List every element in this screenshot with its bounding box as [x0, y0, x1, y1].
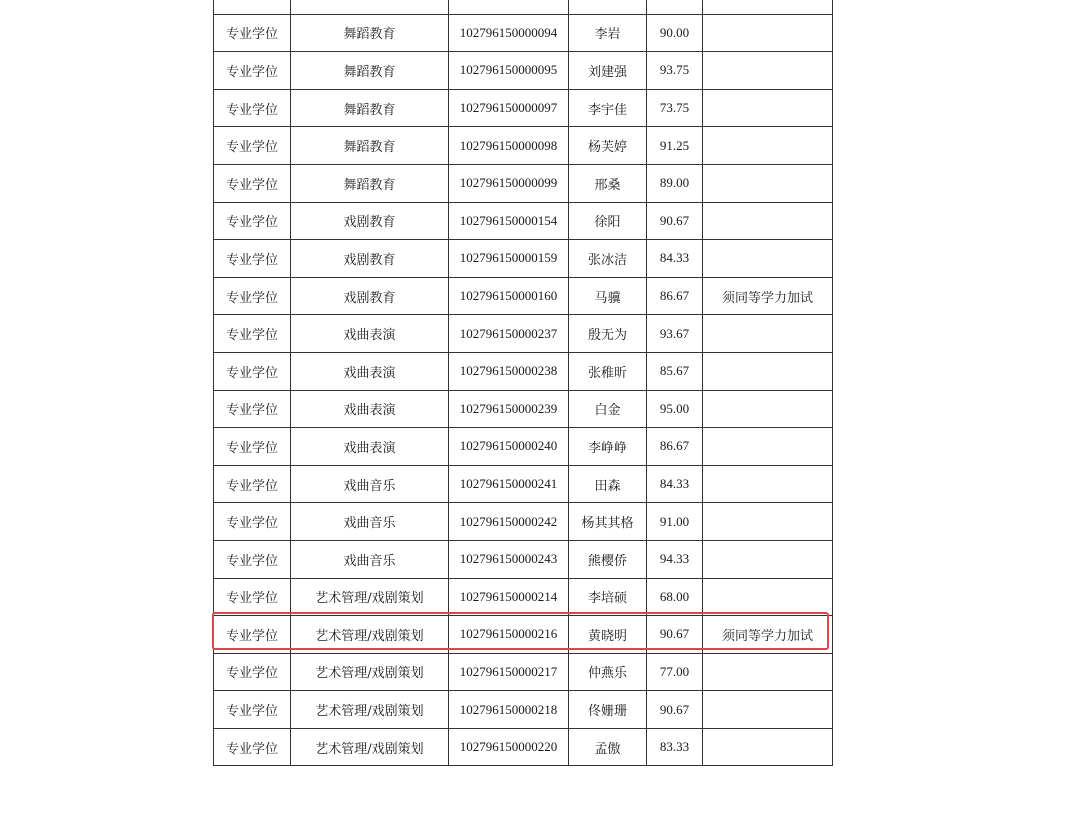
name-cell: 佟姗珊 — [569, 691, 647, 729]
score-cell: 91.00 — [647, 503, 703, 541]
score-cell: 94.33 — [647, 540, 703, 578]
name-cell: 殷无为 — [569, 315, 647, 353]
table-row — [214, 352, 833, 390]
degree-type-cell: 专业学位 — [214, 277, 291, 315]
score-cell: 84.33 — [647, 465, 703, 503]
major-cell: 戏曲音乐 — [291, 503, 449, 541]
degree-type-cell: 专业学位 — [214, 465, 291, 503]
major-cell: 戏剧教育 — [291, 202, 449, 240]
name-cell: 熊樱侨 — [569, 540, 647, 578]
note-cell — [703, 540, 833, 578]
note-cell — [703, 428, 833, 466]
table-row — [214, 14, 833, 52]
score-cell: 68.00 — [647, 578, 703, 616]
table-row — [214, 277, 833, 315]
candidate-id-cell: 102796150000216 — [449, 616, 569, 654]
degree-type-cell: 专业学位 — [214, 164, 291, 202]
candidate-id-cell: 102796150000240 — [449, 428, 569, 466]
major-cell: 艺术管理/戏剧策划 — [291, 653, 449, 691]
major-cell: 戏曲表演 — [291, 315, 449, 353]
name-cell: 李宇佳 — [569, 89, 647, 127]
degree-type-cell: 专业学位 — [214, 315, 291, 353]
degree-type-cell: 专业学位 — [214, 728, 291, 766]
note-cell — [703, 164, 833, 202]
degree-type-cell: 专业学位 — [214, 89, 291, 127]
note-cell — [703, 52, 833, 90]
candidate-id-cell: 102796150000094 — [449, 14, 569, 52]
name-cell: 白金 — [569, 390, 647, 428]
name-cell: 徐阳 — [569, 202, 647, 240]
note-cell — [703, 728, 833, 766]
name-cell: 张冰洁 — [569, 240, 647, 278]
table-row — [214, 52, 833, 90]
degree-type-cell: 专业学位 — [214, 52, 291, 90]
candidate-id-cell: 102796150000239 — [449, 390, 569, 428]
major-cell: 舞蹈教育 — [291, 127, 449, 165]
score-cell: 85.67 — [647, 352, 703, 390]
note-cell — [703, 315, 833, 353]
table-row — [214, 691, 833, 729]
candidate-id-cell: 102796150000242 — [449, 503, 569, 541]
degree-type-cell: 专业学位 — [214, 691, 291, 729]
score-cell: 90.67 — [647, 202, 703, 240]
note-cell — [703, 127, 833, 165]
table-row — [214, 653, 833, 691]
candidate-id-cell: 102796150000220 — [449, 728, 569, 766]
note-cell — [703, 240, 833, 278]
degree-type-cell: 专业学位 — [214, 390, 291, 428]
candidate-id-cell: 102796150000238 — [449, 352, 569, 390]
note-cell — [703, 465, 833, 503]
name-cell: 杨其其格 — [569, 503, 647, 541]
table-row — [214, 315, 833, 353]
admission-list-table — [213, 0, 833, 766]
score-cell: 73.75 — [647, 89, 703, 127]
degree-type-cell — [214, 0, 291, 14]
candidate-id-cell: 102796150000241 — [449, 465, 569, 503]
major-cell: 艺术管理/戏剧策划 — [291, 616, 449, 654]
candidate-id-cell: 102796150000098 — [449, 127, 569, 165]
table-row — [214, 202, 833, 240]
degree-type-cell: 专业学位 — [214, 616, 291, 654]
name-cell: 刘建强 — [569, 52, 647, 90]
score-cell: 90.67 — [647, 691, 703, 729]
candidate-id-cell — [449, 0, 569, 14]
table-row — [214, 390, 833, 428]
name-cell: 杨芙婷 — [569, 127, 647, 165]
note-cell — [703, 691, 833, 729]
major-cell: 艺术管理/戏剧策划 — [291, 691, 449, 729]
table-row — [214, 428, 833, 466]
major-cell: 舞蹈教育 — [291, 14, 449, 52]
table-row — [214, 240, 833, 278]
major-cell: 艺术管理/戏剧策划 — [291, 578, 449, 616]
table-row — [214, 540, 833, 578]
table-row — [214, 465, 833, 503]
name-cell: 李培硕 — [569, 578, 647, 616]
major-cell: 舞蹈教育 — [291, 52, 449, 90]
major-cell: 戏剧教育 — [291, 240, 449, 278]
name-cell: 李岩 — [569, 14, 647, 52]
table-row-highlighted — [214, 616, 833, 654]
note-cell — [703, 202, 833, 240]
note-cell — [703, 653, 833, 691]
table-row — [214, 89, 833, 127]
score-cell — [647, 0, 703, 14]
degree-type-cell: 专业学位 — [214, 127, 291, 165]
table-row — [214, 0, 833, 14]
major-cell: 舞蹈教育 — [291, 164, 449, 202]
candidate-id-cell: 102796150000160 — [449, 277, 569, 315]
note-cell — [703, 390, 833, 428]
name-cell: 黄晓明 — [569, 616, 647, 654]
candidate-id-cell: 102796150000217 — [449, 653, 569, 691]
degree-type-cell: 专业学位 — [214, 428, 291, 466]
major-cell: 戏曲音乐 — [291, 540, 449, 578]
candidate-id-cell: 102796150000237 — [449, 315, 569, 353]
score-cell: 90.67 — [647, 616, 703, 654]
candidate-id-cell: 102796150000154 — [449, 202, 569, 240]
major-cell: 戏曲音乐 — [291, 465, 449, 503]
degree-type-cell: 专业学位 — [214, 503, 291, 541]
candidate-id-cell: 102796150000218 — [449, 691, 569, 729]
table-row — [214, 164, 833, 202]
name-cell: 田森 — [569, 465, 647, 503]
major-cell: 戏剧教育 — [291, 277, 449, 315]
degree-type-cell: 专业学位 — [214, 352, 291, 390]
note-cell — [703, 0, 833, 14]
note-cell — [703, 89, 833, 127]
candidate-id-cell: 102796150000214 — [449, 578, 569, 616]
table-row — [214, 503, 833, 541]
name-cell — [569, 0, 647, 14]
note-cell: 须同等学力加试 — [703, 616, 833, 654]
name-cell: 邢桑 — [569, 164, 647, 202]
degree-type-cell: 专业学位 — [214, 14, 291, 52]
note-cell — [703, 503, 833, 541]
score-cell: 91.25 — [647, 127, 703, 165]
name-cell: 孟傲 — [569, 728, 647, 766]
candidate-id-cell: 102796150000159 — [449, 240, 569, 278]
major-cell: 舞蹈教育 — [291, 89, 449, 127]
table-row — [214, 578, 833, 616]
note-cell: 须同等学力加试 — [703, 277, 833, 315]
degree-type-cell: 专业学位 — [214, 240, 291, 278]
name-cell: 马骥 — [569, 277, 647, 315]
score-cell: 83.33 — [647, 728, 703, 766]
score-cell: 93.67 — [647, 315, 703, 353]
score-cell: 77.00 — [647, 653, 703, 691]
candidate-id-cell: 102796150000097 — [449, 89, 569, 127]
major-cell: 戏曲表演 — [291, 428, 449, 466]
degree-type-cell: 专业学位 — [214, 578, 291, 616]
candidate-id-cell: 102796150000243 — [449, 540, 569, 578]
name-cell: 李峥峥 — [569, 428, 647, 466]
score-cell: 86.67 — [647, 277, 703, 315]
major-cell: 戏曲表演 — [291, 390, 449, 428]
degree-type-cell: 专业学位 — [214, 540, 291, 578]
note-cell — [703, 14, 833, 52]
major-cell — [291, 0, 449, 14]
candidate-id-cell: 102796150000095 — [449, 52, 569, 90]
name-cell: 张稚昕 — [569, 352, 647, 390]
candidate-id-cell: 102796150000099 — [449, 164, 569, 202]
score-cell: 89.00 — [647, 164, 703, 202]
score-cell: 90.00 — [647, 14, 703, 52]
table-row — [214, 728, 833, 766]
degree-type-cell: 专业学位 — [214, 653, 291, 691]
table-row — [214, 127, 833, 165]
note-cell — [703, 578, 833, 616]
score-cell: 93.75 — [647, 52, 703, 90]
major-cell: 艺术管理/戏剧策划 — [291, 728, 449, 766]
note-cell — [703, 352, 833, 390]
score-cell: 84.33 — [647, 240, 703, 278]
major-cell: 戏曲表演 — [291, 352, 449, 390]
score-cell: 86.67 — [647, 428, 703, 466]
name-cell: 仲燕乐 — [569, 653, 647, 691]
score-cell: 95.00 — [647, 390, 703, 428]
degree-type-cell: 专业学位 — [214, 202, 291, 240]
